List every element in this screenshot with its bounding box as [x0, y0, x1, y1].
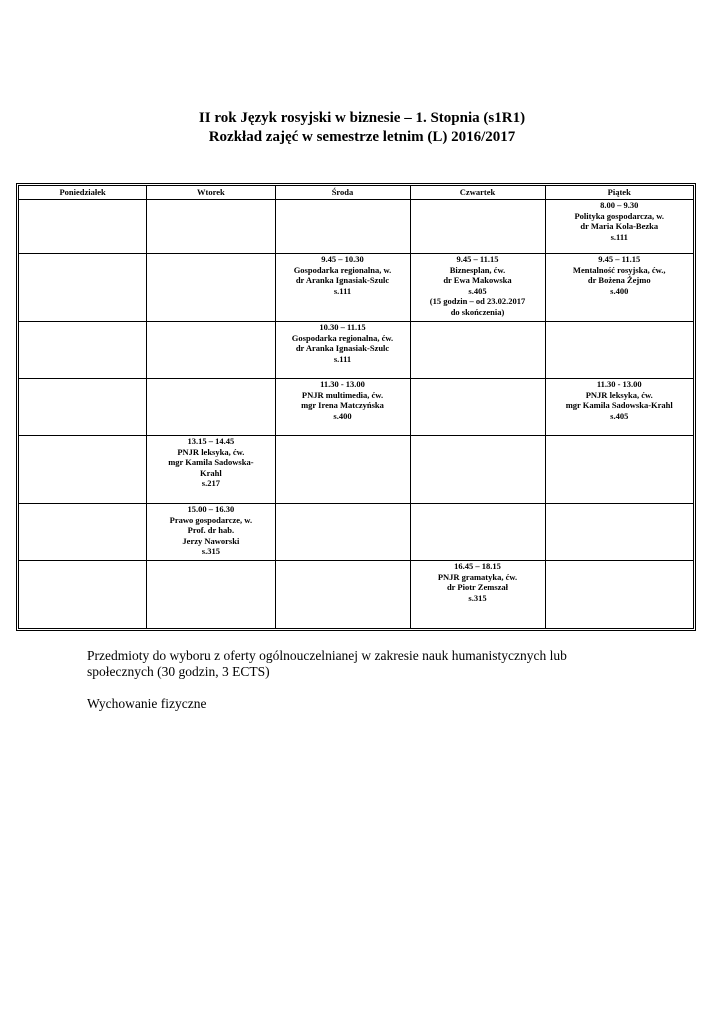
empty-slot	[19, 561, 147, 629]
schedule-row	[19, 379, 694, 436]
class-slot-line: mgr Kamila Sadowska-Krahl	[565, 400, 673, 410]
empty-slot	[19, 379, 147, 436]
class-slot-line: mgr Irena Matczyńska	[301, 400, 384, 410]
empty-slot	[147, 322, 275, 379]
class-slot-line: PNJR multimedia, ćw.	[301, 389, 384, 400]
class-slot-line: 15.00 – 16.30	[187, 504, 235, 514]
empty-slot	[545, 561, 694, 629]
schedule-row	[19, 561, 694, 629]
empty-slot	[19, 504, 147, 561]
notes-section	[87, 648, 647, 728]
electives-note-line: społecznych (30 godzin, 3 ECTS)	[87, 664, 270, 679]
class-slot	[545, 200, 694, 254]
empty-slot	[275, 561, 410, 629]
class-slot-line: 10.30 – 11.15	[319, 322, 366, 332]
class-slot-line: 9.45 – 11.15	[456, 254, 499, 264]
empty-slot	[275, 200, 410, 254]
class-slot-line: dr Aranka Ignasiak-Szulc	[295, 275, 390, 285]
class-slot-line: Polityka gospodarcza, w.	[574, 210, 665, 221]
class-slot-line: s.217	[201, 478, 220, 488]
class-slot-line: s.111	[610, 231, 628, 242]
schedule-body	[19, 200, 694, 629]
day-header-row	[19, 186, 694, 200]
class-slot-line: dr Bożena Żejmo	[587, 275, 651, 285]
class-slot-line: 11.30 - 13.00	[596, 379, 642, 389]
class-slot-line: Jerzy Naworski	[182, 535, 240, 546]
empty-slot	[410, 322, 545, 379]
class-slot-line: mgr Kamila Sadowska-	[168, 457, 254, 467]
class-slot-line: dr Maria Kola-Bezka	[580, 221, 659, 231]
empty-slot	[275, 436, 410, 504]
pe-note: Wychowanie fizyczne	[87, 696, 207, 711]
class-slot-line: 8.00 – 9.30	[600, 200, 639, 210]
class-slot	[147, 504, 275, 561]
schedule-row	[19, 504, 694, 561]
class-slot-line: Mentalność rosyjska, ćw.,	[572, 264, 666, 275]
class-slot-line: Gospodarka regionalna, w.	[293, 264, 392, 275]
class-slot-line: s.111	[333, 353, 352, 364]
day-header-monday: Poniedziałek	[19, 186, 147, 200]
class-slot	[545, 254, 694, 322]
class-slot-line: s.315	[468, 592, 487, 603]
class-slot-line: Biznesplan, ćw.	[449, 264, 506, 275]
document-subtitle: Rozkład zajęć w semestrze letnim (L) 2016/2017	[208, 129, 516, 145]
document-title: II rok Język rosyjski w biznesie – 1. Stopnia (s1R1)	[198, 110, 526, 126]
class-slot-line: s.111	[333, 285, 352, 296]
class-slot-line: 11.30 - 13.00	[320, 379, 365, 389]
class-slot-line: 9.45 – 10.30	[321, 254, 364, 264]
day-header-friday: Piątek	[545, 186, 694, 200]
schedule-row	[19, 254, 694, 322]
class-slot-line: 9.45 – 11.15	[598, 254, 641, 264]
schedule-table	[18, 185, 694, 629]
empty-slot	[147, 561, 275, 629]
schedule-row	[19, 436, 694, 504]
class-slot-line: PNJR gramatyka, ćw.	[437, 571, 518, 582]
empty-slot	[19, 200, 147, 254]
class-slot-line: Gospodarka regionalna, ćw.	[291, 332, 394, 343]
class-slot-line: dr Piotr Zemszał	[446, 582, 509, 592]
class-slot	[545, 379, 694, 436]
empty-slot	[545, 436, 694, 504]
class-slot-line: s.405	[468, 285, 487, 296]
empty-slot	[410, 436, 545, 504]
class-slot	[275, 379, 410, 436]
day-header-wednesday: Środa	[275, 186, 410, 200]
class-slot-line: (15 godzin – od 23.02.2017	[429, 296, 526, 306]
empty-slot	[545, 322, 694, 379]
class-slot-line: 13.15 – 14.45	[187, 436, 235, 446]
schedule-row	[19, 322, 694, 379]
empty-slot	[19, 436, 147, 504]
class-slot	[275, 254, 410, 322]
class-slot-line: 16.45 – 18.15	[454, 561, 501, 571]
empty-slot	[275, 504, 410, 561]
empty-slot	[19, 322, 147, 379]
class-slot	[410, 254, 545, 322]
day-header-tuesday: Wtorek	[147, 186, 275, 200]
empty-slot	[19, 254, 147, 322]
class-slot-line: s.400	[333, 410, 352, 421]
empty-slot	[410, 504, 545, 561]
schedule-row	[19, 200, 694, 254]
schedule-frame	[16, 183, 696, 631]
class-slot-line: do skończenia)	[450, 306, 505, 317]
electives-note	[87, 648, 647, 680]
empty-slot	[410, 379, 545, 436]
class-slot-line: PNJR leksyka, ćw.	[177, 446, 245, 457]
class-slot	[410, 561, 545, 629]
class-slot-line: dr Ewa Makowska	[443, 275, 512, 285]
class-slot-line: dr Aranka Ignasiak-Szulc	[295, 343, 390, 353]
class-slot-line: PNJR leksyka, ćw.	[585, 389, 653, 400]
class-slot-line: Prawo gospodarcze, w.	[169, 514, 253, 525]
class-slot-line: Krahl	[200, 467, 222, 478]
electives-note-line: Przedmioty do wyboru z oferty ogólnouczelnianej w zakresie nauk humanistycznych lub	[87, 648, 567, 663]
class-slot	[275, 322, 410, 379]
class-slot-line: Prof. dr hab.	[187, 525, 235, 535]
class-slot	[147, 436, 275, 504]
class-slot-line: s.315	[201, 546, 220, 556]
empty-slot	[147, 379, 275, 436]
day-header-thursday: Czwartek	[410, 186, 545, 200]
empty-slot	[147, 200, 275, 254]
class-slot-line: s.405	[610, 410, 629, 421]
empty-slot	[410, 200, 545, 254]
empty-slot	[545, 504, 694, 561]
empty-slot	[147, 254, 275, 322]
class-slot-line: s.400	[610, 285, 629, 296]
